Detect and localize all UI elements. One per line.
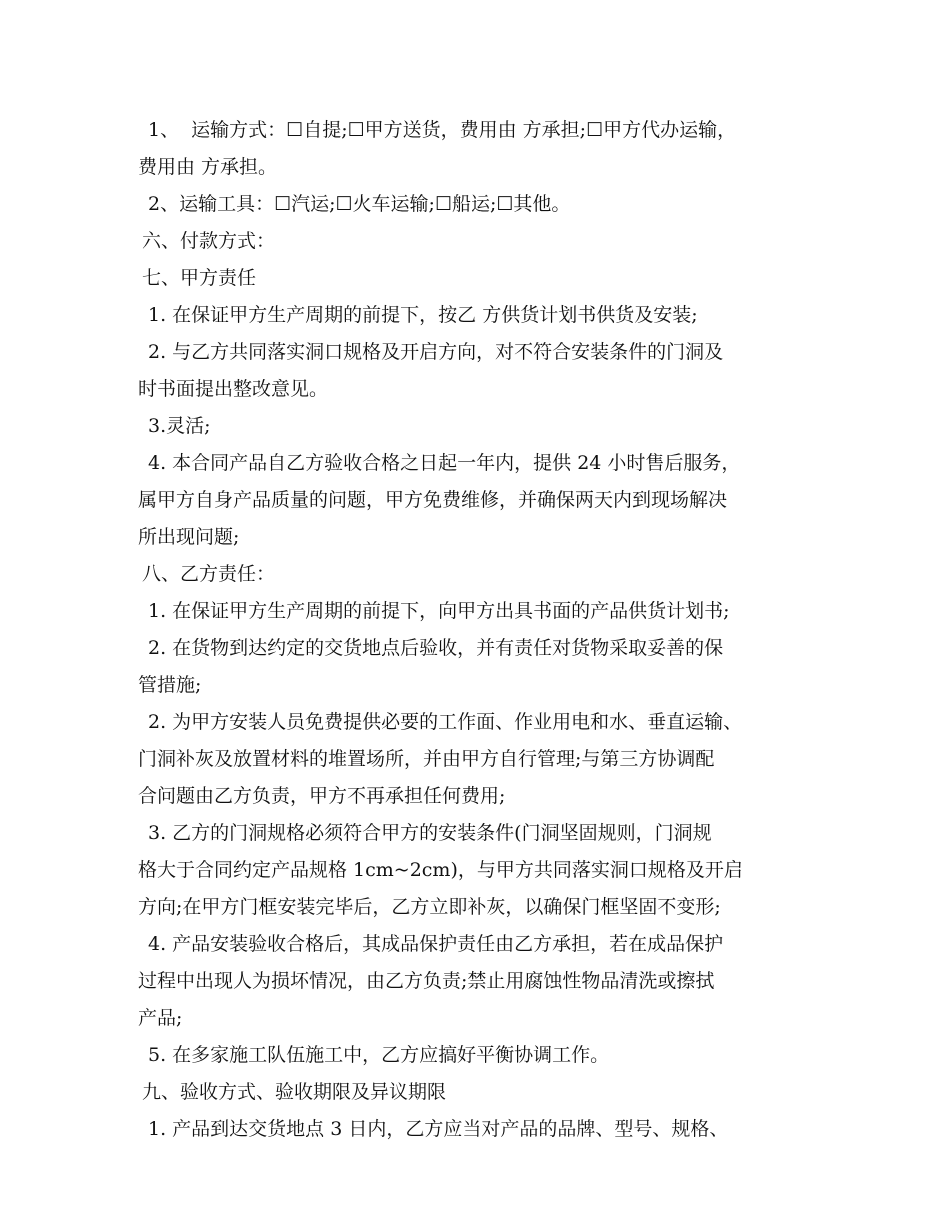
party-b-item-4-continuation-2: 产品; <box>138 1007 183 1029</box>
party-b-item-3-continuation-2: 方向;在甲方门框安装完毕后，乙方立即补灰，以确保门框坚固不变形; <box>138 896 721 918</box>
party-b-item-2b-continuation-2: 合问题由乙方负责，甲方不再承担任何费用; <box>138 785 506 807</box>
party-a-item-2-continuation: 时书面提出整改意见。 <box>138 378 329 400</box>
party-b-item-5: 5. 在多家施工队伍施工中，乙方应搞好平衡协调工作。 <box>148 1044 610 1066</box>
document-body <box>138 112 838 1148</box>
party-a-item-4-continuation-2: 所出现问题; <box>138 526 240 548</box>
party-b-item-4: 4. 产品安装验收合格后，其成品保护责任由乙方承担，若在成品保护 <box>148 933 724 955</box>
party-a-item-4: 4. 本合同产品自乙方验收合格之日起一年内，提供 24 小时售后服务， <box>148 452 741 474</box>
transport-tool-line: 2、运输工具：☐汽运;☐火车运输;☐船运;☐其他。 <box>148 193 571 215</box>
party-b-item-3: 3. 乙方的门洞规格必须符合甲方的安装条件(门洞坚固规则，门洞规 <box>148 822 712 844</box>
party-b-item-4-continuation-1: 过程中出现人为损坏情况，由乙方负责;禁止用腐蚀性物品清洗或擦拭 <box>138 970 715 992</box>
party-a-item-2: 2. 与乙方共同落实洞口规格及开启方向，对不符合安装条件的门洞及 <box>148 341 724 363</box>
section-heading-acceptance: 九、验收方式、验收期限及异议期限 <box>142 1081 447 1103</box>
party-b-item-2a-continuation: 管措施; <box>138 674 202 696</box>
transport-method-line: 1、 运输方式：☐自提;☐甲方送货，费用由 方承担;☐甲方代办运输， <box>148 119 737 141</box>
section-heading-party-b: 八、乙方责任： <box>142 563 276 585</box>
section-heading-party-a: 七、甲方责任 <box>142 267 257 289</box>
party-b-item-2b-continuation-1: 门洞补灰及放置材料的堆置场所，并由甲方自行管理;与第三方协调配 <box>138 748 715 770</box>
party-b-item-1: 1. 在保证甲方生产周期的前提下，向甲方出具书面的产品供货计划书; <box>148 600 730 622</box>
party-a-item-3: 3.灵活; <box>148 415 211 437</box>
transport-method-continuation: 费用由 方承担。 <box>138 156 278 178</box>
acceptance-item-1: 1. 产品到达交货地点 3 日内，乙方应当对产品的品牌、型号、规格、 <box>148 1118 729 1140</box>
party-a-item-1: 1. 在保证甲方生产周期的前提下，按乙 方供货计划书供货及安装; <box>148 304 698 326</box>
party-b-item-3-continuation-1: 格大于合同约定产品规格 1cm~2cm)，与甲方共同落实洞口规格及开启 <box>138 859 743 881</box>
section-heading-payment: 六、付款方式： <box>142 230 276 252</box>
party-b-item-2a: 2. 在货物到达约定的交货地点后验收，并有责任对货物采取妥善的保 <box>148 637 724 659</box>
party-b-item-2b: 2. 为甲方安装人员免费提供必要的工作面、作业用电和水、垂直运输、 <box>148 711 743 733</box>
party-a-item-4-continuation-1: 属甲方自身产品质量的问题，甲方免费维修，并确保两天内到现场解决 <box>138 489 728 511</box>
